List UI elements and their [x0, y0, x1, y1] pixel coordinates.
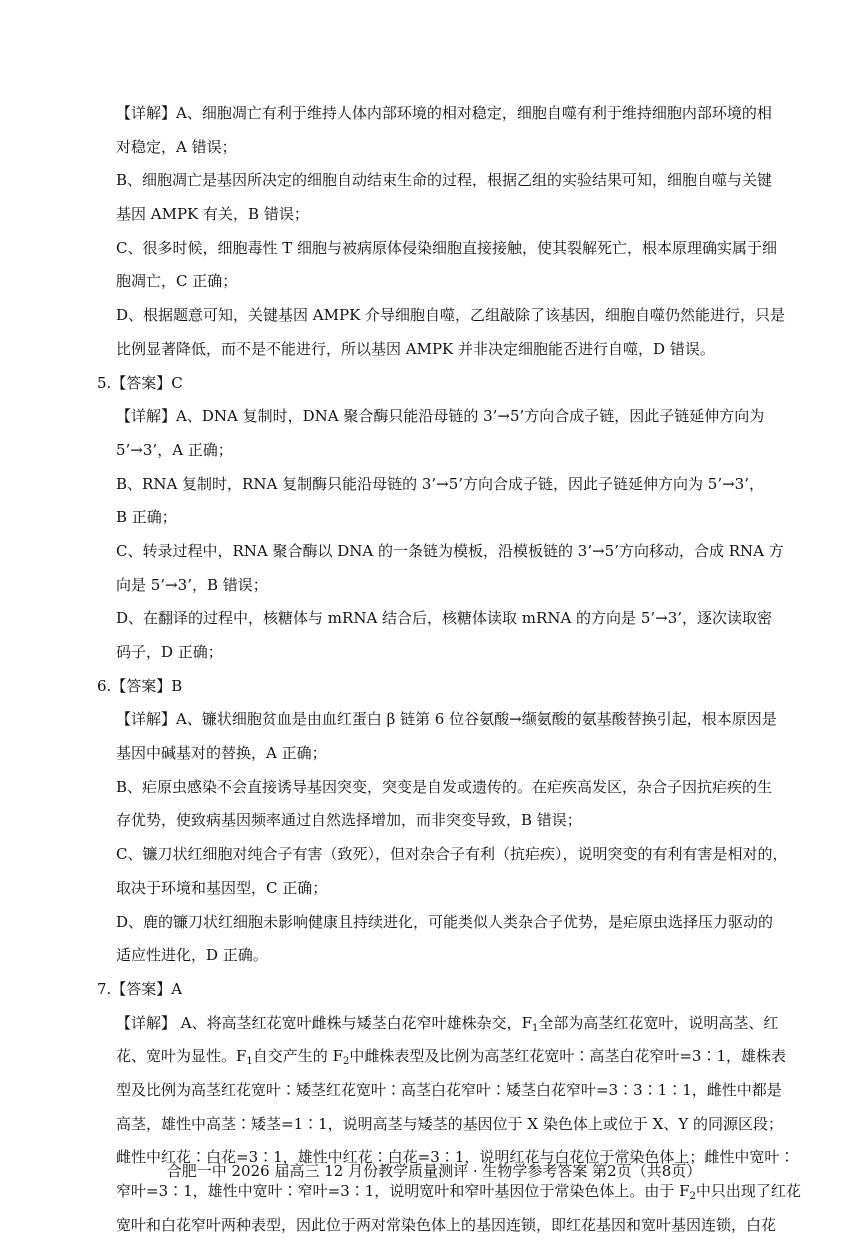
text-line: 5.【答案】C [97, 373, 183, 392]
text-line: C、转录过程中，RNA 聚合酶以 DNA 的一条链为模板，沿模板链的 3’→5’方向移动，合成 RNA 方 [116, 541, 784, 560]
text-line: 【详解】A、DNA 复制时，DNA 聚合酶只能沿母链的 3’→5’方向合成子链，因此子链延伸方向为 [116, 407, 765, 426]
text-line: C、很多时候，细胞毒性 T 细胞与被病原体侵染细胞直接接触，使其裂解死亡，根本原理确实属于细 [116, 238, 778, 257]
answer-heading [97, 979, 787, 999]
text-line: 窄叶=3∶1，雄性中宽叶∶窄叶=3∶1，说明宽叶和窄叶基因位于常染色体上。由于 $F_2$中只出现了红花 [116, 1182, 801, 1202]
text-line: B、疟原虫感染不会直接诱导基因突变，突变是自发或遗传的。在疟疾高发区，杂合子因抗疟疾的生 [116, 777, 773, 796]
text-line: 【详解】A、镰状细胞贫血是由血红蛋白 β 链第 6 位谷氨酸→缬氨酸的氨基酸替换引起，根本原因是 [116, 710, 777, 729]
text-line: B 正确； [116, 508, 177, 527]
text-line: B、RNA 复制时，RNA 复制酶只能沿母链的 3’→5’方向合成子链，因此子链延伸方向为 5’→3’， [116, 474, 764, 493]
explanation-paragraph [112, 170, 787, 224]
text-line: 高茎，雄性中高茎∶矮茎=1∶1，说明高茎与矮茎的基因位于 X 染色体上或位于 X、Y 的同源区段； [116, 1114, 783, 1133]
text-line: 型及比例为高茎红花宽叶∶矮茎红花宽叶∶高茎白花窄叶∶矮茎白花窄叶=3∶3∶1∶1，雌性中都是 [116, 1080, 782, 1099]
text-line: 基因中碱基对的替换，A 正确； [116, 744, 327, 763]
text-line: B、细胞凋亡是基因所决定的细胞自动结束生命的过程，根据乙组的实验结果可知，细胞自噬与关键 [116, 171, 773, 190]
text-line: 7.【答案】A [97, 979, 183, 998]
text-line: D、鹿的镰刀状红细胞未影响健康且持续进化，可能类似人类杂合子优势，是疟原虫选择压力驱动的 [116, 912, 774, 931]
text-line: 存优势，使致病基因频率通过自然选择增加，而非突变导致，B 错误； [116, 811, 582, 830]
explanation-paragraph [112, 709, 787, 763]
explanation-paragraph [112, 912, 787, 966]
answer-heading [97, 373, 787, 393]
explanation-paragraph [112, 305, 787, 359]
explanation-paragraph [112, 406, 787, 460]
text-line: C、镰刀状红细胞对纯合子有害（致死），但对杂合子有利（抗疟疾），说明突变的有利有害是相对的， [116, 845, 788, 864]
text-line: 对稳定，A 错误； [116, 137, 237, 156]
explanation-paragraph [112, 474, 787, 528]
text-line: 适应性进化，D 正确。 [116, 946, 268, 965]
text-line: 5’→3’，A 正确； [116, 440, 233, 459]
text-line: D、根据题意可知，关键基因 AMPK 介导细胞自噬，乙组敲除了该基因，细胞自噬仍然能进行，只是 [116, 306, 786, 325]
explanation-paragraph [112, 608, 787, 662]
text-line: 基因 AMPK 有关，B 错误； [116, 205, 309, 224]
page-footer: 合肥一中 2026 届高三 12 月份教学质量测评 · 生物学参考答案 第2页（共8页） [166, 1162, 702, 1180]
text-line: 胞凋亡，C 正确； [116, 272, 238, 291]
explanation-paragraph [112, 844, 787, 898]
text-line: 花、宽叶为显性。$F_1$自交产生的 $F_2$中雌株表型及比例为高茎红花宽叶∶高茎白花窄叶=3∶1，雄株表 [116, 1047, 787, 1068]
explanation-paragraph [112, 541, 787, 595]
text-line: 【详解】 A、将高茎红花宽叶雌株与矮茎白花窄叶雄株杂交，$F_1$全部为高茎红花宽叶，说明高茎、红 [116, 1013, 779, 1034]
text-line: 取决于环境和基因型，C 正确； [116, 878, 328, 897]
answer-heading [97, 676, 787, 696]
text-line: 6.【答案】B [97, 676, 183, 695]
text-line: D、在翻译的过程中，核糖体与 mRNA 结合后，核糖体读取 mRNA 的方向是 5’→3’，逐次读取密 [116, 609, 773, 628]
answer-content [97, 103, 801, 1248]
text-line: 【详解】A、细胞凋亡有利于维持人体内部环境的相对稳定，细胞自噬有利于维持细胞内部环境的相 [116, 104, 772, 122]
explanation-paragraph [112, 238, 787, 292]
explanation-paragraph [112, 103, 787, 157]
explanation-paragraph [112, 1013, 801, 1235]
text-line: 宽叶和白花窄叶两种表型，因此位于两对常染色体上的基因连锁，即红花基因和宽叶基因连锁，白花 [116, 1215, 777, 1234]
text-line: 向是 5’→3’，B 错误； [116, 575, 268, 594]
text-line: 码子，D 正确； [116, 643, 223, 661]
explanation-paragraph [112, 777, 787, 831]
text-line: 雌性中红花∶白花=3∶1，雄性中红花∶白花=3∶1，说明红花与白花位于常染色体上；雌性中宽叶∶ [116, 1148, 795, 1167]
text-line: 比例显著降低，而不是不能进行，所以基因 AMPK 并非决定细胞能否进行自噬，D 错误。 [116, 339, 715, 358]
